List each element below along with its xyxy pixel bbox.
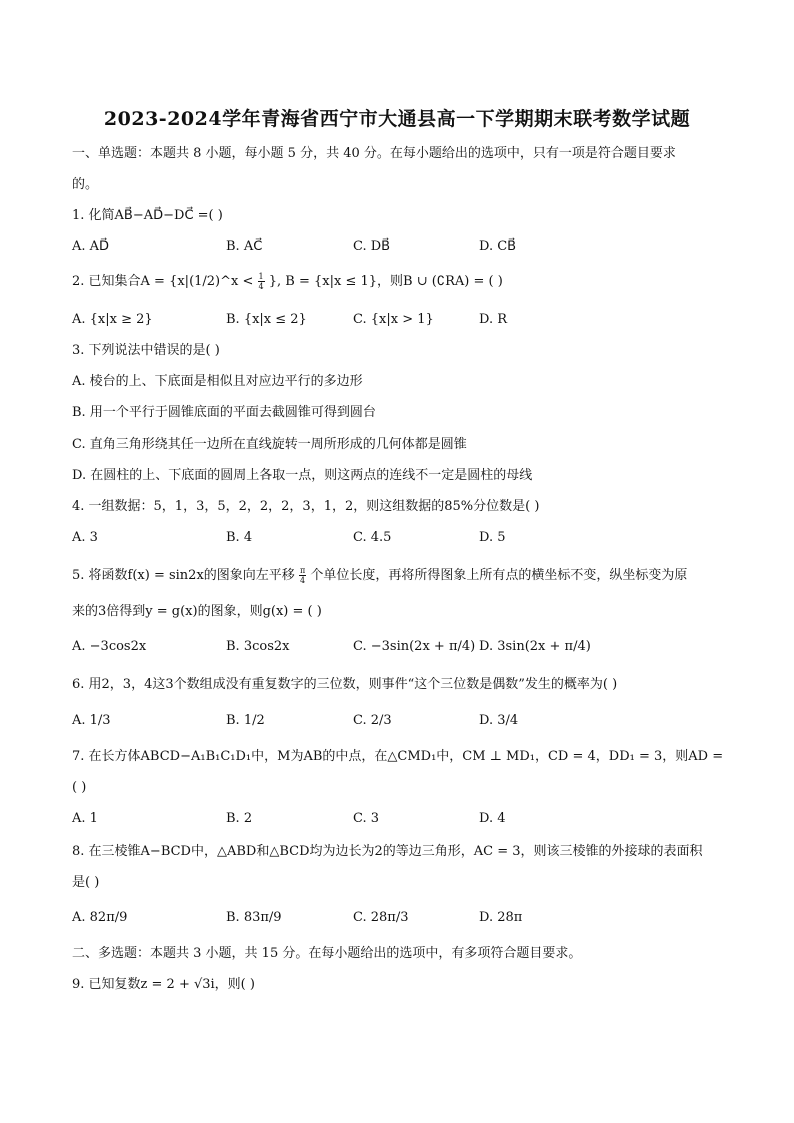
q7-option-d: D. 4 — [479, 811, 506, 826]
q5-option-a: A. −3cos2x — [72, 639, 147, 654]
q2-stem-b: }, B = {x|x ≤ 1}，则B ∪ (∁RA) = ( ) — [268, 274, 503, 289]
q8-option-b: B. 83π/9 — [226, 910, 282, 925]
q7-option-a: A. 1 — [72, 811, 98, 826]
q4-option-d: D. 5 — [479, 530, 506, 545]
q2-option-a: A. {x|x ≥ 2} — [72, 312, 153, 327]
q3-option-c: C. 直角三角形绕其任一边所在直线旋转一周所形成的几何体都是圆锥 — [72, 437, 467, 452]
q6-option-d: D. 3/4 — [479, 713, 519, 728]
section1-heading: 一、单选题：本题共 8 小题，每小题 5 分，共 40 分。在每小题给出的选项中，只有一项是符合题目要求 — [72, 146, 676, 161]
q4-option-c: C. 4.5 — [353, 530, 392, 545]
section2-heading: 二、多选题：本题共 3 小题，共 15 分。在每小题给出的选项中，有多项符合题目要求。 — [72, 946, 582, 961]
q5-frac-den: 4 — [300, 576, 306, 585]
q5-stem-line2: 来的3倍得到y = g(x)的图象，则g(x) = ( ) — [72, 604, 322, 619]
q7-option-c: C. 3 — [353, 811, 380, 826]
q5-stem-a: 5. 将函数f(x) = sin2x的图象向左平移 — [72, 568, 295, 583]
q8-options — [72, 909, 722, 927]
q9-stem: 9. 已知复数z = 2 + √3i，则( ) — [72, 977, 255, 992]
q2-frac-num: 1 — [258, 272, 264, 281]
q2-frac-den: 4 — [258, 282, 264, 291]
q8-option-a: A. 82π/9 — [72, 910, 128, 925]
q2-stem-a: 2. 已知集合A = {x|(1/2)^x < — [72, 274, 254, 289]
q2-option-d: D. R — [479, 312, 508, 327]
q6-option-b: B. 1/2 — [226, 713, 265, 728]
q2-stem — [72, 272, 722, 291]
q5-stem-b: 个单位长度，再将所得图象上所有点的横坐标不变，纵坐标变为原 — [310, 568, 688, 583]
q2-option-b: B. {x|x ≤ 2} — [226, 312, 307, 327]
section1-heading-cont: 的。 — [72, 177, 99, 192]
q6-option-c: C. 2/3 — [353, 713, 392, 728]
q5-options — [72, 638, 722, 656]
q1-options — [72, 238, 722, 256]
q8-option-d: D. 28π — [479, 910, 523, 925]
q8-option-c: C. 28π/3 — [353, 910, 409, 925]
q2-options — [72, 311, 722, 329]
q4-options — [72, 529, 722, 547]
q3-option-a: A. 棱台的上、下底面是相似且对应边平行的多边形 — [72, 374, 363, 389]
q5-option-b: B. 3cos2x — [226, 639, 290, 654]
q5-option-c: C. −3sin(2x + π/4) — [353, 639, 476, 654]
q4-option-b: B. 4 — [226, 530, 253, 545]
q1-stem: 1. 化简AB⃗−AD⃗−DC⃗ =( ) — [72, 208, 223, 223]
q1-option-b: B. AC⃗ — [226, 239, 263, 254]
q7-stem-line2: ( ) — [72, 780, 87, 795]
q2-fraction — [258, 272, 265, 291]
q7-options — [72, 810, 722, 828]
q7-stem-line1: 7. 在长方体ABCD−A₁B₁C₁D₁中，M为AB的中点，在△CMD₁中，CM ⊥ MD₁，CD = 4，DD₁ = 3，则AD = — [72, 749, 724, 764]
q6-stem: 6. 用2，3，4这3个数组成没有重复数字的三位数，则事件“这个三位数是偶数”发生的概率为( ) — [72, 677, 618, 692]
q4-stem: 4. 一组数据：5，1，3，5，2，2，2，3，1，2，则这组数据的85%分位数是( ) — [72, 499, 540, 514]
q1-option-a: A. AD⃗ — [72, 239, 110, 254]
q1-option-d: D. CB⃗ — [479, 239, 517, 254]
q3-option-b: B. 用一个平行于圆锥底面的平面去截圆锥可得到圆台 — [72, 405, 376, 420]
q5-frac-num: π — [299, 566, 306, 575]
q1-option-c: C. DB⃗ — [353, 239, 391, 254]
q5-fraction — [299, 566, 306, 585]
q5-option-d: D. 3sin(2x + π/4) — [479, 639, 591, 654]
q6-options — [72, 712, 722, 730]
q2-option-c: C. {x|x > 1} — [353, 312, 434, 327]
q3-stem: 3. 下列说法中错误的是( ) — [72, 343, 220, 358]
q4-option-a: A. 3 — [72, 530, 98, 545]
q8-stem-line2: 是( ) — [72, 875, 100, 890]
q8-stem-line1: 8. 在三棱锥A−BCD中，△ABD和△BCD均为边长为2的等边三角形，AC = 3，则该三棱锥的外接球的表面积 — [72, 844, 703, 859]
q5-stem-line1 — [72, 566, 722, 585]
q6-option-a: A. 1/3 — [72, 713, 111, 728]
q7-option-b: B. 2 — [226, 811, 253, 826]
q3-option-d: D. 在圆柱的上、下底面的圆周上各取一点，则这两点的连线不一定是圆柱的母线 — [72, 468, 533, 483]
page-title: 2023-2024学年青海省西宁市大通县高一下学期期末联考数学试题 — [103, 108, 691, 130]
